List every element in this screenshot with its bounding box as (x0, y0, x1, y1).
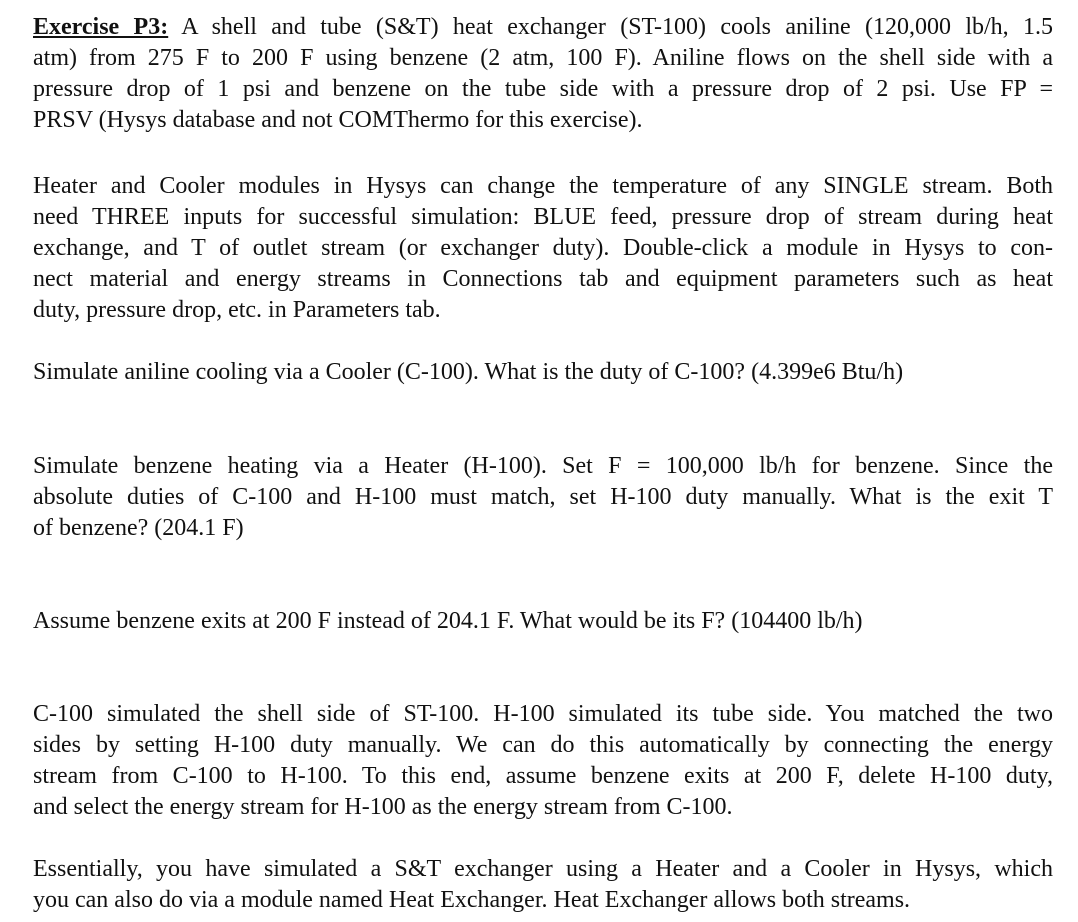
text-line: Essentially, you have simulated a S&T exchanger using a Heater and a Cooler in Hysys, which (33, 856, 1053, 882)
heater-question-paragraph (33, 451, 1053, 544)
energy-stream-paragraph (33, 699, 1053, 823)
problem-statement-paragraph (33, 12, 1053, 136)
text-line (33, 12, 1053, 43)
summary-paragraph (33, 854, 1053, 916)
text-line: pressure drop of 1 psi and benzene on the tube side with a pressure drop of 2 psi. Use FP = (33, 76, 1053, 102)
exercise-label: Exercise P3: (33, 14, 169, 40)
text-line: Heater and Cooler modules in Hysys can change the temperature of any SINGLE stream. Both (33, 173, 1053, 199)
heater-cooler-instructions-paragraph (33, 171, 1053, 326)
text-line: atm) from 275 F to 200 F using benzene (2 atm, 100 F). Aniline flows on the shell side with a (33, 45, 1053, 71)
text-line: nect material and energy streams in Connections tab and equipment parameters such as heat (33, 266, 1053, 292)
text-line: Simulate aniline cooling via a Cooler (C-100). What is the duty of C-100? (4.399e6 Btu/h) (33, 359, 904, 385)
text-line: C-100 simulated the shell side of ST-100. H-100 simulated its tube side. You matched the two (33, 701, 1053, 727)
text-line: and select the energy stream for H-100 as the energy stream from C-100. (33, 794, 733, 820)
text-line: sides by setting H-100 duty manually. We can do this automatically by connecting the energy (33, 732, 1053, 758)
text-line: PRSV (Hysys database and not COMThermo for this exercise). (33, 107, 643, 133)
benzene-flow-question-paragraph (33, 606, 1053, 637)
text-line: exchange, and T of outlet stream (or exchanger duty). Double-click a module in Hysys to con- (33, 235, 1053, 261)
text-line: Simulate benzene heating via a Heater (H-100). Set F = 100,000 lb/h for benzene. Since the (33, 453, 1053, 479)
text-line: of benzene? (204.1 F) (33, 515, 244, 541)
text-line: Assume benzene exits at 200 F instead of 204.1 F. What would be its F? (104400 lb/h) (33, 608, 863, 634)
text-line: duty, pressure drop, etc. in Parameters tab. (33, 297, 441, 323)
cooler-question-paragraph (33, 357, 1053, 388)
text-line: you can also do via a module named Heat Exchanger. Heat Exchanger allows both streams. (33, 887, 911, 913)
text-line: stream from C-100 to H-100. To this end, assume benzene exits at 200 F, delete H-100 duty, (33, 763, 1053, 789)
text-line: absolute duties of C-100 and H-100 must match, set H-100 duty manually. What is the exit T (33, 484, 1053, 510)
text-line-segment: A shell and tube (S&T) heat exchanger (ST-100) cools aniline (120,000 lb/h, 1.5 (168, 14, 1054, 40)
text-line: need THREE inputs for successful simulation: BLUE feed, pressure drop of stream during heat (33, 204, 1053, 230)
